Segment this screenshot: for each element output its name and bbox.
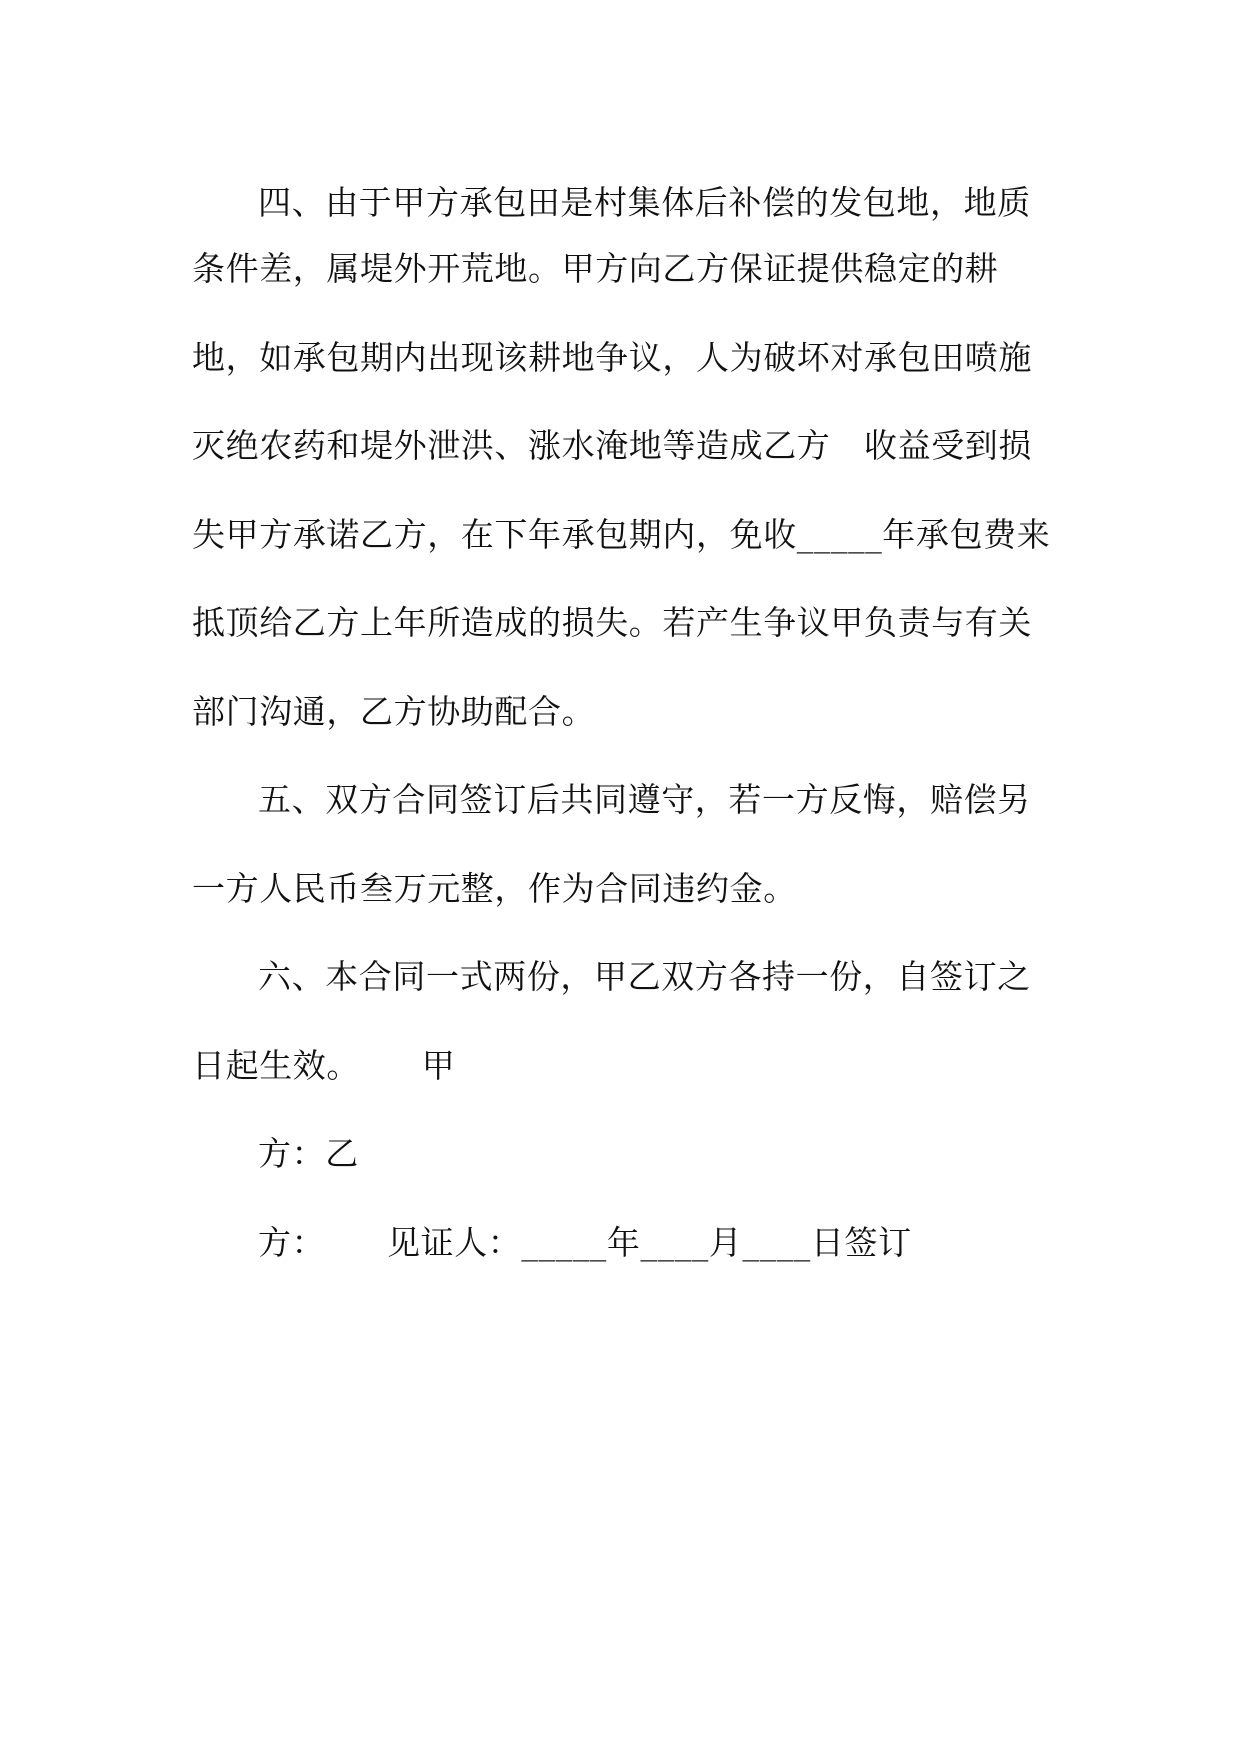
clause-4-line-3: 地，如承包期内出现该耕地争议，人为破坏对承包田喷施 bbox=[192, 338, 1032, 377]
clause-4-line-4: 灭绝农药和堤外泄洪、涨水淹地等造成乙方 收益受到损 bbox=[192, 426, 1032, 465]
clause-4-line-1: 四、由于甲方承包田是村集体后补偿的发包地，地质 bbox=[258, 183, 1031, 222]
clause-4-line-7: 部门沟通，乙方协助配合。 bbox=[192, 692, 596, 731]
signature-party-line: 方：乙 bbox=[258, 1134, 359, 1173]
clause-6-line-2: 日起生效。 甲 bbox=[192, 1046, 456, 1085]
clause-5-line-2: 一方人民币叁万元整，作为合同违约金。 bbox=[192, 869, 797, 908]
signature-date-line: 方： 见证人：_____年____月____日签订 bbox=[258, 1223, 912, 1262]
clause-4-line-5: 失甲方承诺乙方，在下年承包期内，免收_____年承包费来 bbox=[192, 515, 1051, 554]
clause-5-line-1: 五、双方合同签订后共同遵守，若一方反悔，赔偿另 bbox=[258, 780, 1031, 819]
clause-4-line-2: 条件差，属堤外开荒地。甲方向乙方保证提供稳定的耕 bbox=[192, 249, 999, 288]
clause-6-line-1: 六、本合同一式两份，甲乙双方各持一份，自签订之 bbox=[258, 957, 1031, 996]
clause-4-line-6: 抵顶给乙方上年所造成的损失。若产生争议甲负责与有关 bbox=[192, 603, 1032, 642]
